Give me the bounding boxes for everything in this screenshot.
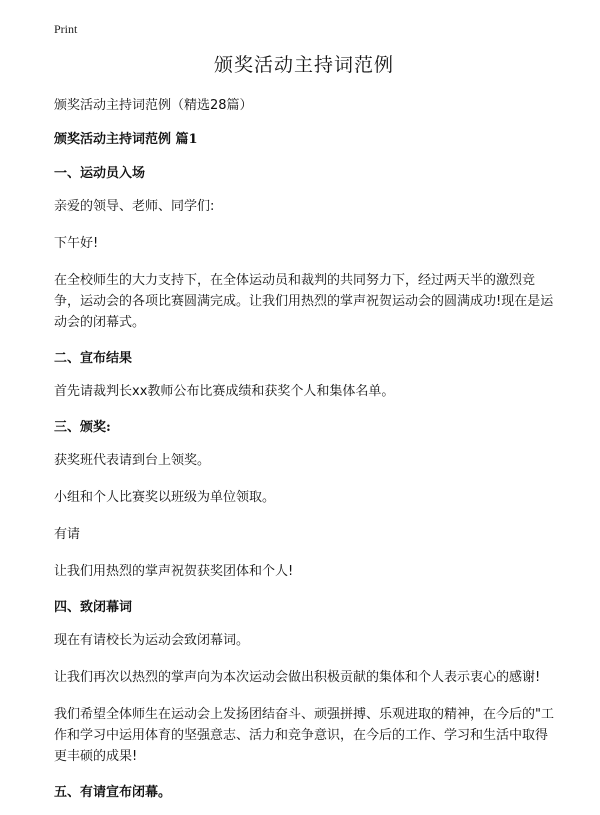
page-title: 颁奖活动主持词范例 [213, 54, 394, 76]
paragraph: 亲爱的领导、老师、同学们: [54, 199, 215, 214]
section-heading: 三、颁奖: [54, 420, 111, 435]
section-heading: 四、致闭幕词 [54, 600, 133, 615]
paragraph: 在全校师生的大力支持下，在全体运动员和裁判的共同努力下，经过两天半的激烈竞争，运动会的各项比赛圆满完成。让我们用热烈的掌声祝贺运动会的圆满成功!现在是运动会的闭幕式。 [54, 273, 554, 330]
paragraph: 现在有请校长为运动会致闭幕词。 [54, 633, 250, 648]
section-heading: 五、有请宣布闭幕。 [54, 785, 172, 800]
paragraph: 下午好! [54, 236, 99, 251]
section-heading: 二、宣布结果 [54, 351, 133, 366]
paragraph: 有请 [54, 527, 81, 542]
paragraph: 我们希望全体师生在运动会上发扬团结奋斗、顽强拼搏、乐观进取的精神，在今后的"工作和学习中运用体育的坚强意志、活力和竞争意识，在今后的工作、学习和生活中取得更丰硕的成果! [54, 707, 554, 764]
paragraph: 小组和个人比赛奖以班级为单位领取。 [54, 490, 276, 505]
paragraph: 获奖班代表请到台上领奖。 [54, 453, 211, 468]
section-heading: 一、运动员入场 [54, 166, 146, 181]
document-page [54, 50, 554, 815]
paragraph: 让我们用热烈的掌声祝贺获奖团体和个人! [54, 564, 294, 579]
paragraph: 让我们再次以热烈的掌声向为本次运动会做出积极贡献的集体和个人表示衷心的感谢! [54, 670, 541, 685]
print-link[interactable]: Print [54, 22, 78, 36]
subtitle: 颁奖活动主持词范例（精选28篇） [54, 98, 253, 113]
article-heading: 颁奖活动主持词范例 篇1 [54, 132, 198, 147]
paragraph: 首先请裁判长xx教师公布比赛成绩和获奖个人和集体名单。 [54, 384, 395, 399]
